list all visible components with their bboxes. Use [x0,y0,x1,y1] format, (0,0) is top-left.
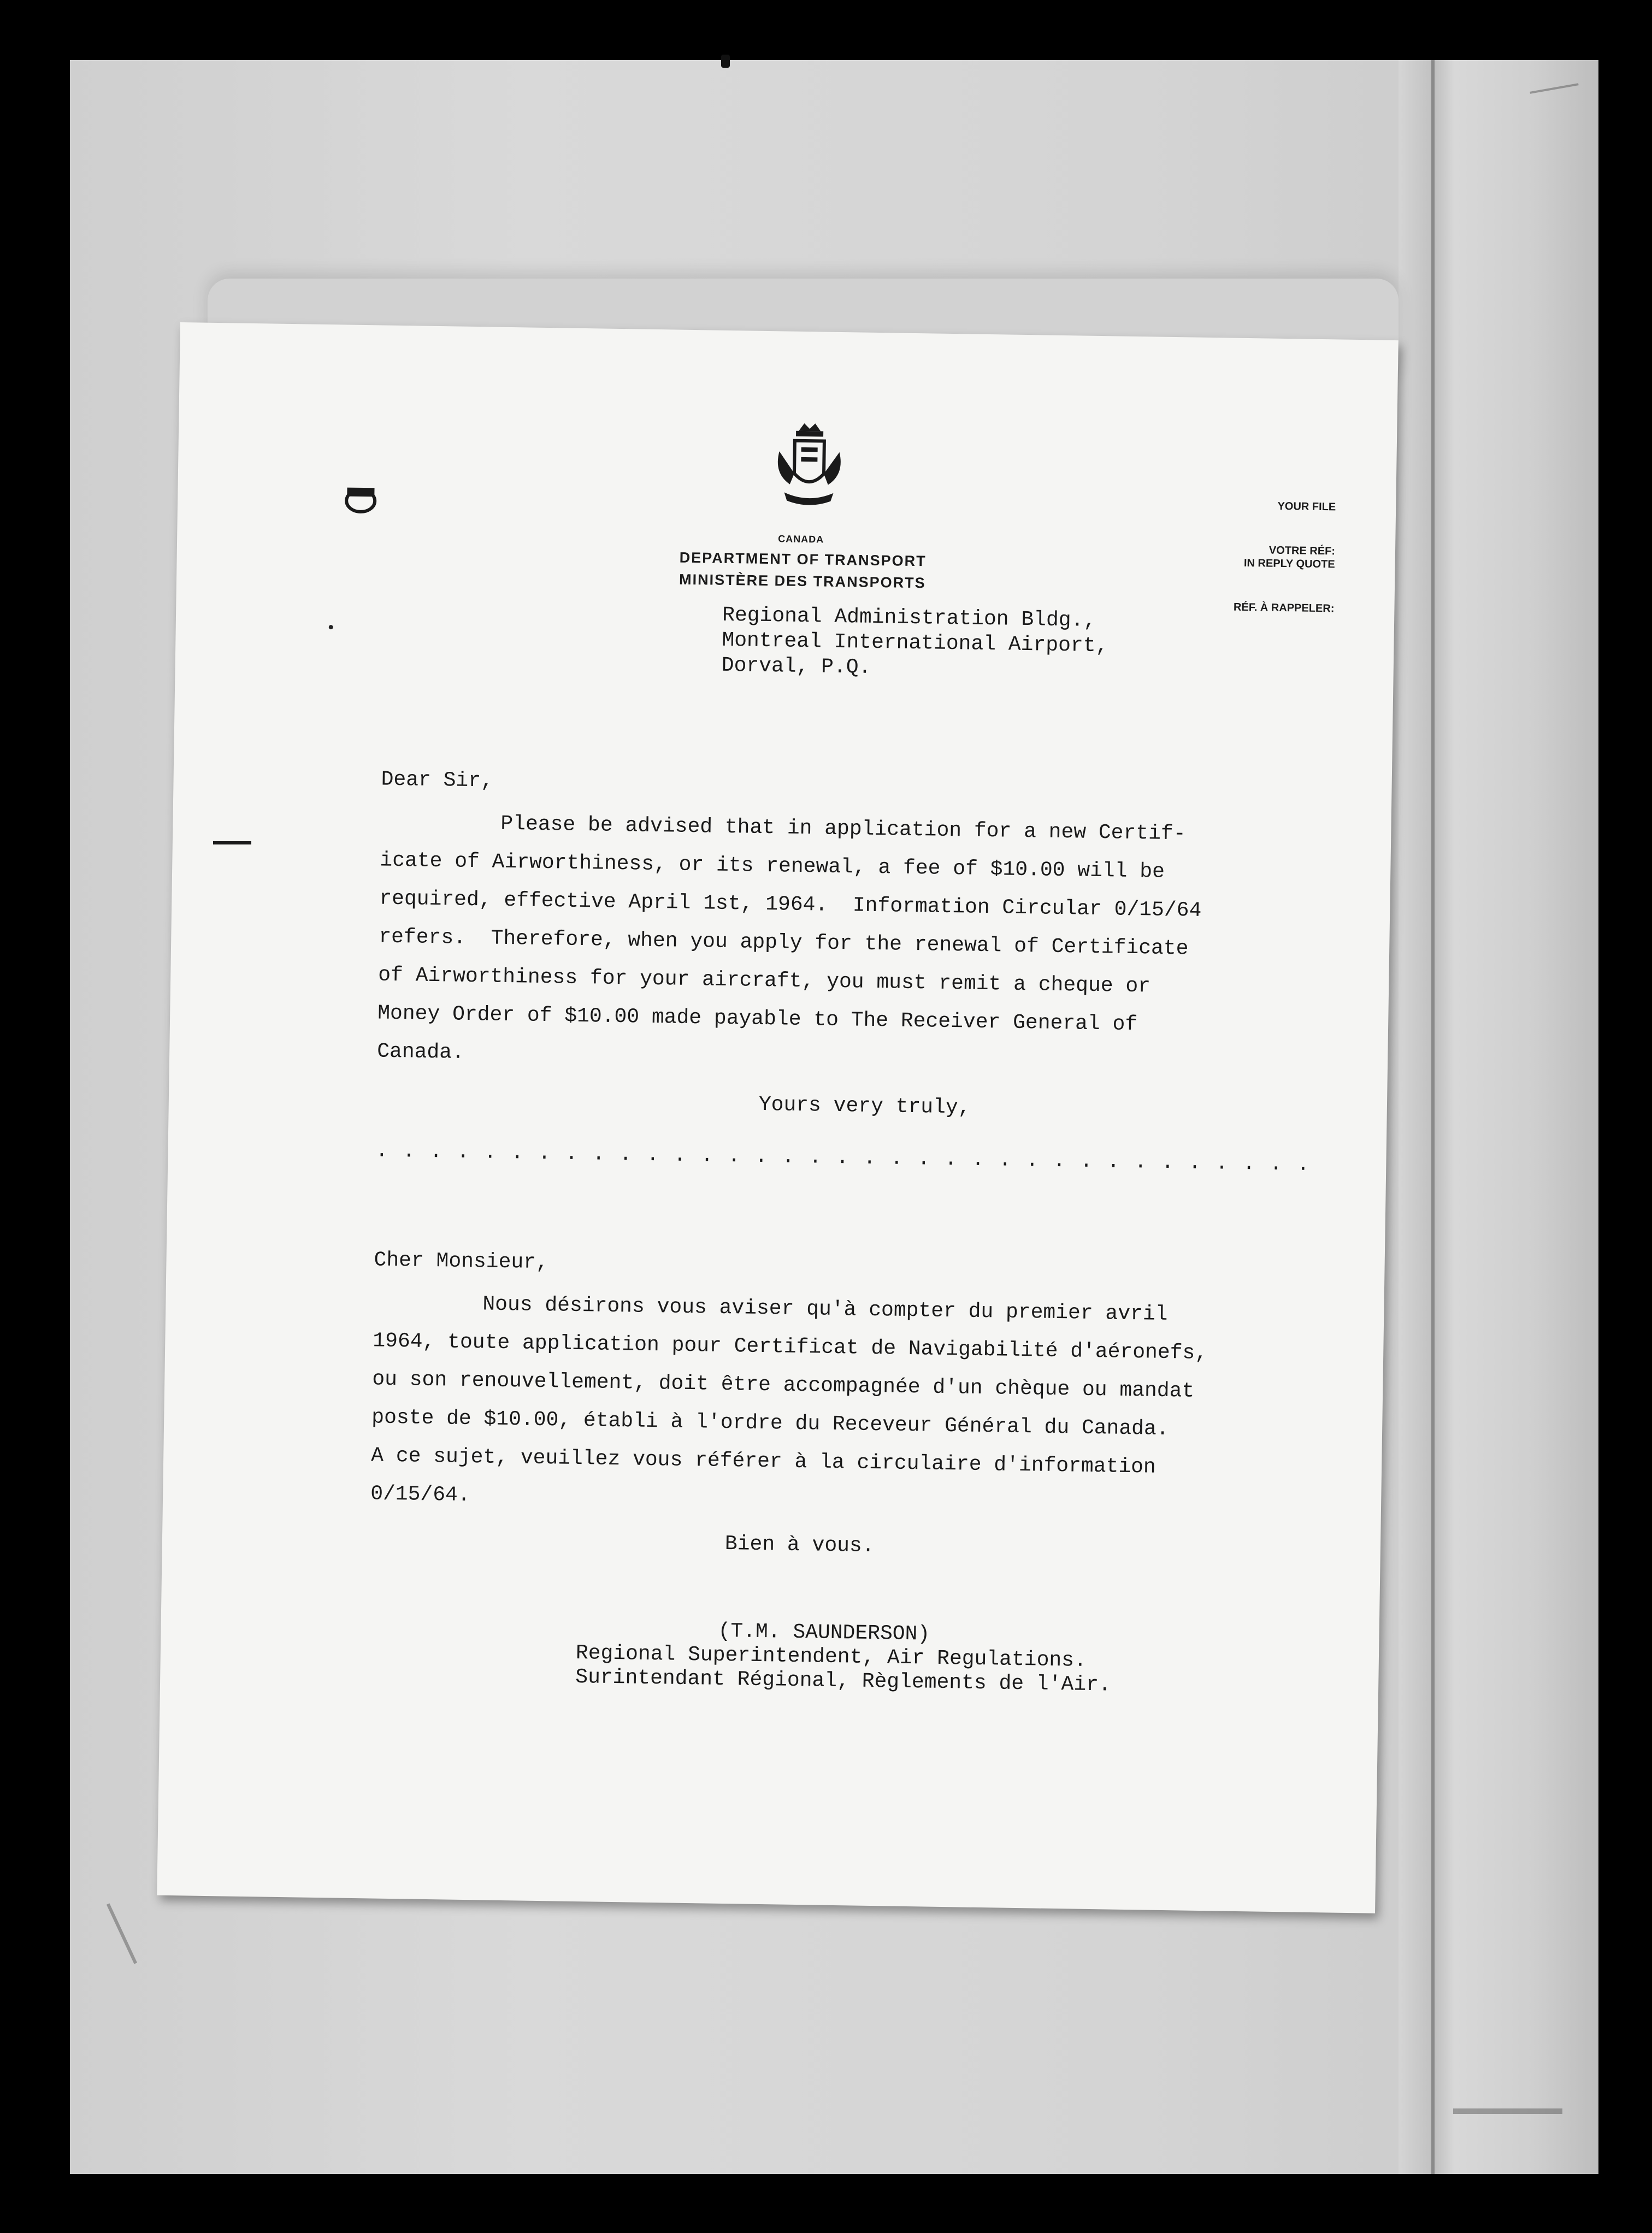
your-file-en: YOUR FILE [1277,500,1336,513]
english-paragraph-line: icate of Airworthiness, or its renewal, a fee of $10.00 will be [380,848,1165,884]
english-paragraph-line: Please be advised that in application for a new Certif- [500,812,1186,846]
letter-page [157,322,1398,1913]
address-line: Montreal International Airport, [722,628,1108,658]
english-paragraph-line: refers. Therefore, when you apply for the renewal of Certificate [379,925,1189,961]
french-paragraph-line: 0/15/64. [370,1482,470,1508]
french-paragraph-line: poste de $10.00, établi à l'ordre du Receveur Général du Canada. [371,1405,1169,1442]
ink-dot [329,625,333,629]
english-salutation: Dear Sir, [381,767,494,793]
reply-quote-label [1159,525,1335,646]
top-pin [721,55,730,68]
french-salutation: Cher Monsieur, [374,1248,549,1275]
letterhead-country: CANADA [778,533,824,545]
english-closing: Yours very truly, [758,1092,971,1120]
address-line: Regional Administration Bldg., [722,603,1096,633]
margin-mark [213,841,251,844]
signature-title-en: Regional Superintendent, Air Regulations. [575,1641,1087,1673]
english-paragraph-line: Canada. [376,1039,465,1065]
english-paragraph-line: of Airworthiness for your aircraft, you must remit a cheque or [377,963,1151,999]
scratch-mark [1453,2108,1562,2114]
french-paragraph-line: ou son renouvellement, doit être accompagnée d'un chèque ou mandat [372,1367,1195,1403]
ink-stamp-icon [341,483,380,516]
french-paragraph-line: 1964, toute application pour Certificat de Navigabilité d'aéronefs, [373,1329,1208,1366]
letterhead-department-en: DEPARTMENT OF TRANSPORT [679,549,927,570]
board-edge-shadow [1399,60,1431,2174]
coat-of-arms-icon [773,418,845,507]
english-paragraph-line: Money Order of $10.00 made payable to The Receiver General of [377,1001,1138,1037]
board-right-strip [1431,60,1598,2174]
french-paragraph-line: Nous désirons vous aviser qu'à compter du premier avril [482,1292,1168,1327]
your-file-fr: VOTRE RÉF: [1268,544,1336,558]
french-paragraph-line: A ce sujet, veuillez vous référer à la circulaire d'information [370,1444,1157,1479]
separator-dots: . . . . . . . . . . . . . . . . . . . . . . . . . . . . . . . . . . . [375,1139,1311,1177]
reply-quote-fr: RÉF. À RAPPELER: [1233,601,1335,615]
letterhead-department-fr: MINISTÈRE DES TRANSPORTS [678,571,926,592]
signature-title-fr: Surintendant Régional, Règlements de l'Air. [575,1665,1112,1697]
address-line: Dorval, P.Q. [721,653,871,680]
english-paragraph-line: required, effective April 1st, 1964. Information Circular 0/15/64 [379,887,1202,923]
french-closing: Bien à vous. [724,1532,875,1558]
signature-name: (T.M. SAUNDERSON) [718,1619,930,1646]
reply-quote-en: IN REPLY QUOTE [1243,557,1335,571]
